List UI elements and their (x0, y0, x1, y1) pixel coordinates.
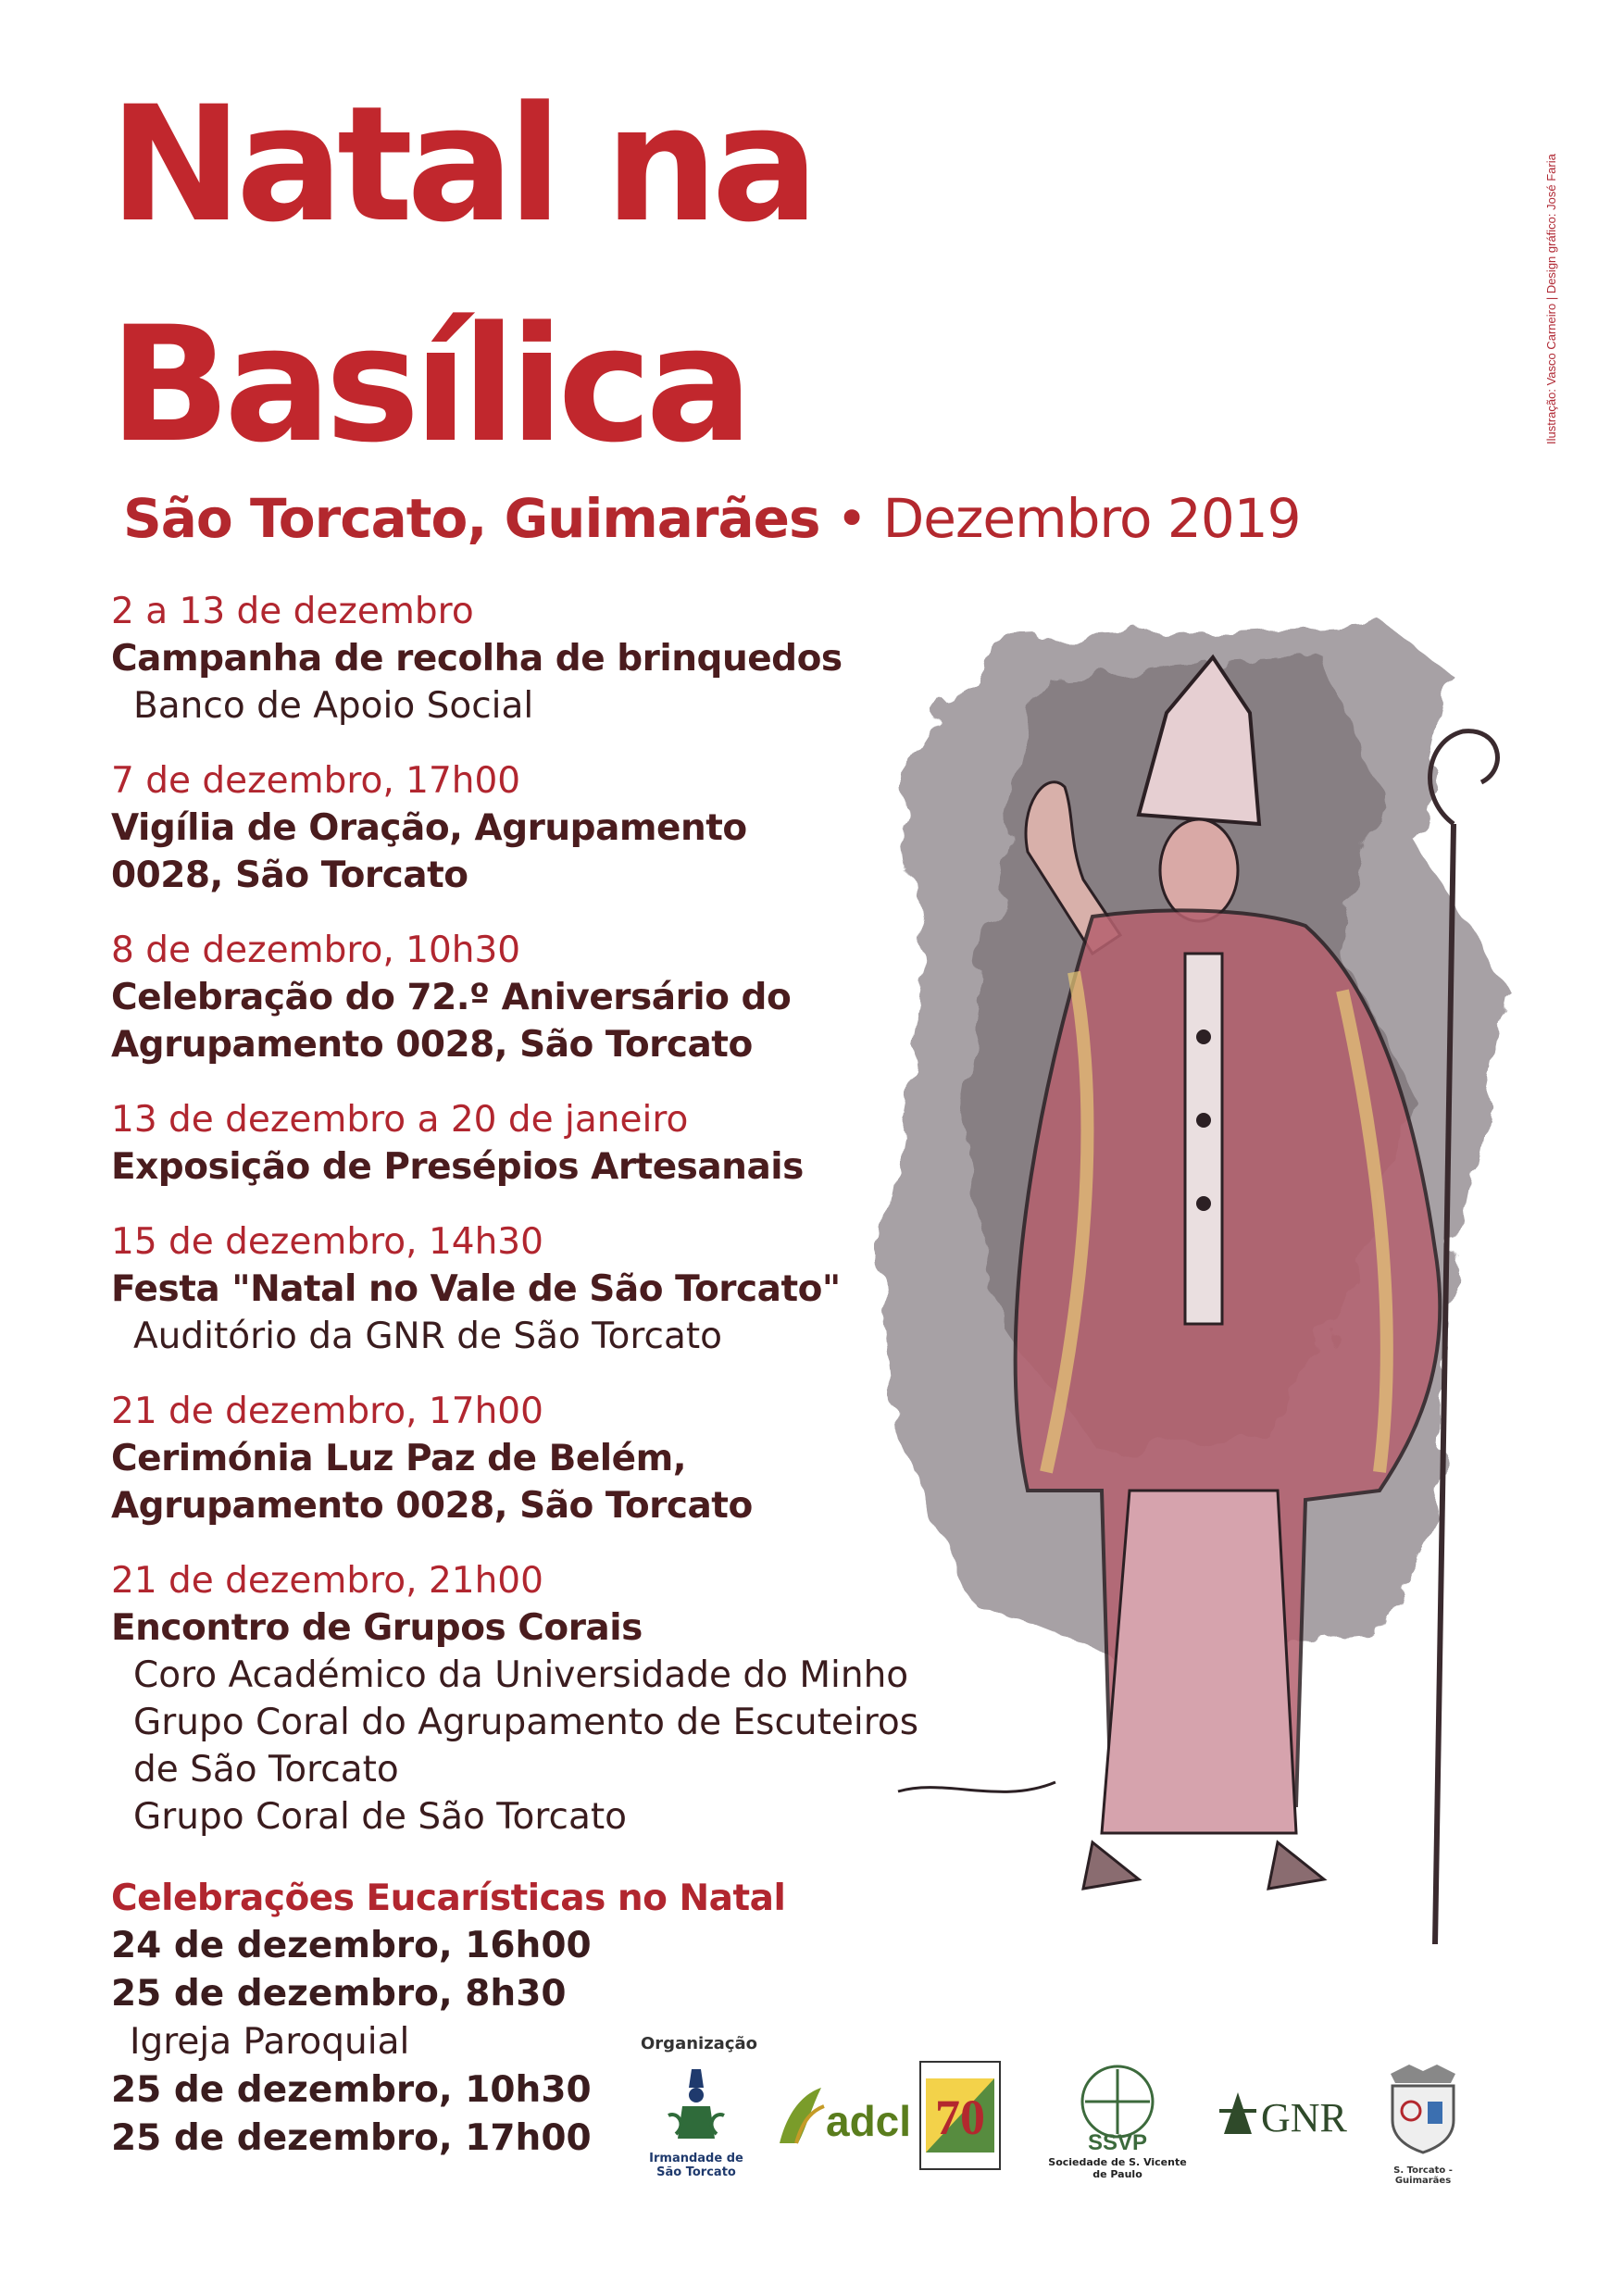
gnr-text: GNR (1261, 2095, 1347, 2140)
leaf-icon (770, 2078, 912, 2152)
eucharist-time: 24 de dezembro, 16h00 (111, 1925, 592, 1966)
event-item (111, 1557, 1083, 1841)
adcl-logo (770, 2078, 912, 2156)
scouts-logo (918, 2060, 1002, 2175)
event-detail: Coro Académico da Universidade do Minho (133, 1654, 909, 1696)
ssvp-logo (1048, 2060, 1187, 2180)
coat-of-arms-icon (1372, 2060, 1474, 2162)
gnr-logo (1215, 2083, 1354, 2152)
event-date: 15 de dezembro, 14h30 (111, 1221, 543, 1263)
eucharist-time: 25 de dezembro, 10h30 (111, 2069, 592, 2111)
event-item (111, 927, 1083, 1068)
subtitle (123, 487, 1301, 550)
eucharist-time: 25 de dezembro, 17h00 (111, 2117, 592, 2159)
eucharist-time: 25 de dezembro, 8h30 (111, 1973, 567, 2015)
event-date: 2 a 13 de dezembro (111, 591, 474, 632)
event-item (111, 588, 1083, 730)
subtitle-bullet: • (835, 487, 868, 550)
crozier-head (1430, 731, 1498, 824)
organization-label: Organização (641, 2034, 757, 2053)
credits-text: Ilustração: Vasco Carneiro | Design gráfico: José Faria (1544, 154, 1558, 444)
irmandade-name: Irmandade de São Torcato (649, 2152, 743, 2179)
alb (1102, 1491, 1296, 1833)
event-detail: Auditório da GNR de São Torcato (133, 1316, 722, 1357)
title-line-2: Basílica (109, 292, 747, 478)
event-detail: Grupo Coral de São Torcato (133, 1796, 628, 1838)
adcl-text: adcl (826, 2097, 912, 2145)
event-title: Cerimónia Luz Paz de Belém, (111, 1438, 687, 1479)
event-item (111, 1218, 1083, 1360)
events-list (111, 588, 1083, 1868)
subtitle-place: São Torcato, Guimarães (123, 487, 820, 550)
event-title: Agrupamento 0028, São Torcato (111, 1024, 753, 1066)
gnr-crest-icon (1215, 2083, 1354, 2148)
event-title: Encontro de Grupos Corais (111, 1607, 643, 1649)
event-title: Campanha de recolha de brinquedos (111, 638, 843, 680)
event-title: Exposição de Presépios Artesanais (111, 1146, 804, 1188)
ssvp-name: Sociedade de S. Vicente de Paulo (1048, 2156, 1187, 2180)
event-title: Celebração do 72.º Aniversário do (111, 977, 792, 1018)
event-date: 21 de dezembro, 21h00 (111, 1560, 543, 1602)
event-date: 8 de dezembro, 10h30 (111, 930, 521, 971)
saint-figure-icon (641, 2060, 752, 2148)
event-title: Agrupamento 0028, São Torcato (111, 1485, 753, 1527)
event-title: 0028, São Torcato (111, 855, 468, 896)
event-item (111, 757, 1083, 899)
event-item (111, 1096, 1083, 1191)
parish-name: S. Torcato - Guimarães (1393, 2165, 1453, 2186)
event-detail: de São Torcato (133, 1749, 399, 1791)
cross-circle-icon (1048, 2060, 1187, 2155)
parish-logo (1372, 2060, 1474, 2186)
event-detail: Banco de Apoio Social (133, 685, 534, 727)
event-date: 13 de dezembro a 20 de janeiro (111, 1099, 689, 1141)
event-date: 7 de dezembro, 17h00 (111, 760, 521, 802)
title-line-1: Natal na (109, 71, 813, 257)
subtitle-month: Dezembro 2019 (882, 487, 1301, 550)
event-detail: Grupo Coral do Agrupamento de Escuteiros (133, 1702, 919, 1743)
scouts-number: 70 (935, 2090, 985, 2145)
credits (1544, 111, 1563, 444)
anniversary-icon (918, 2060, 1002, 2171)
event-date: 21 de dezembro, 17h00 (111, 1391, 543, 1432)
face (1160, 819, 1238, 921)
organizer-logos (631, 2060, 1557, 2199)
event-title: Vigília de Oração, Agrupamento (111, 807, 747, 849)
event-title: Festa "Natal no Vale de São Torcato" (111, 1268, 841, 1310)
ssvp-letters: SSVP (1087, 2130, 1148, 2155)
irmandade-logo (641, 2060, 752, 2179)
event-item (111, 1388, 1083, 1529)
eucharist-heading: Celebrações Eucarísticas no Natal (111, 1878, 786, 1919)
eucharist-location: Igreja Paroquial (130, 2021, 410, 2063)
